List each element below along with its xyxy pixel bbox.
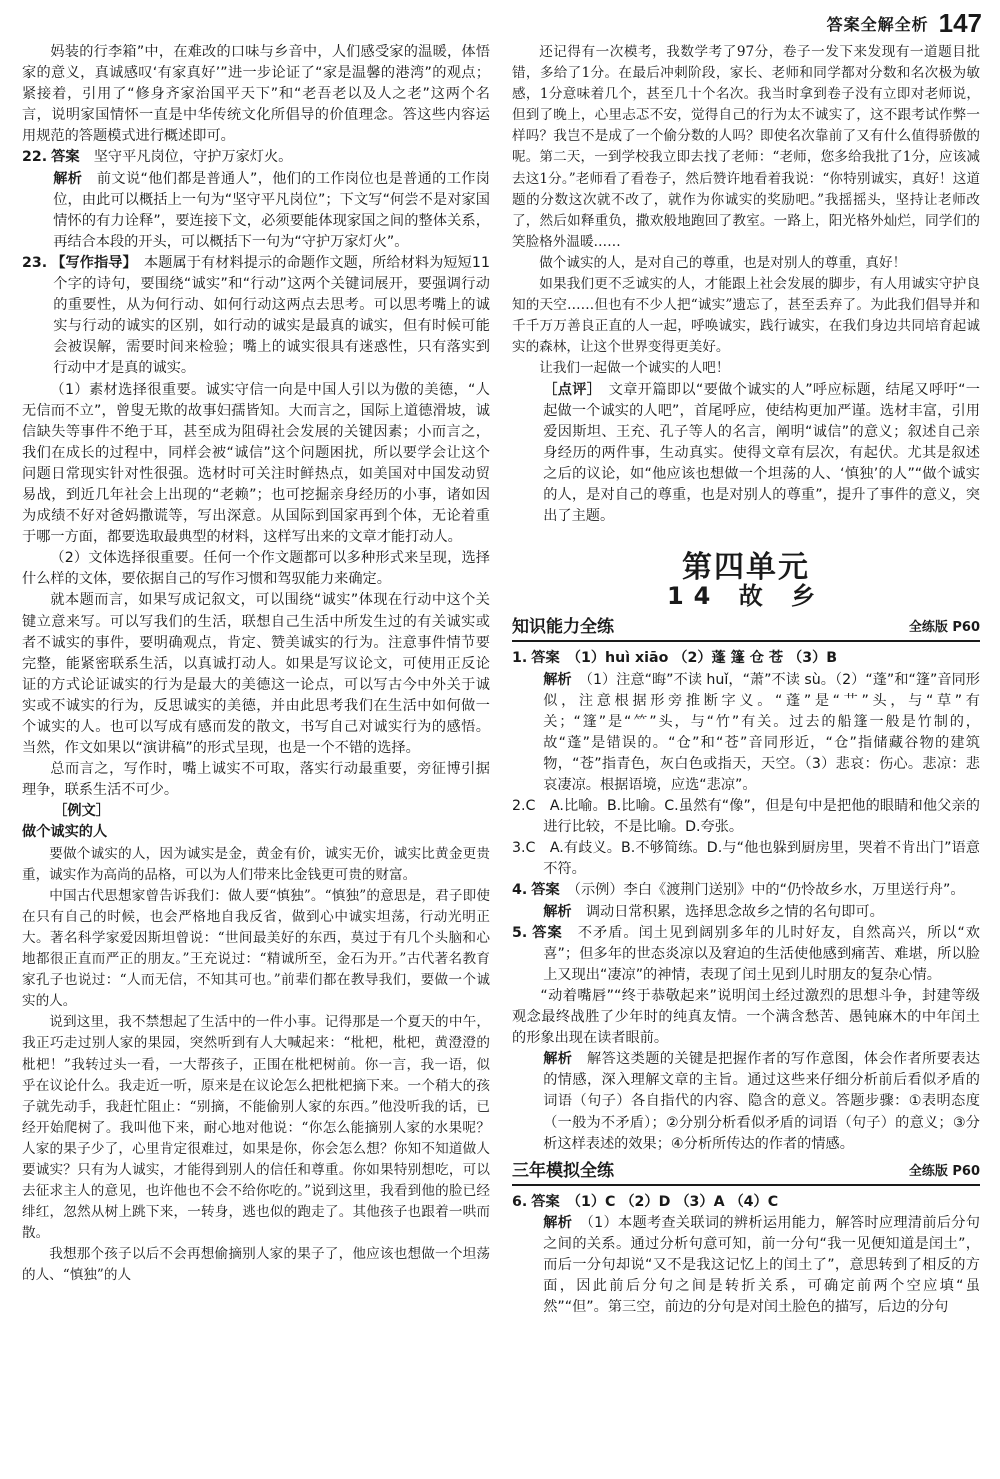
q22-analysis-label: 解析 [53,170,83,187]
a1-answer-text: （1）huì xiāo （2）蓬 篷 仓 苍 （3）B [573,650,838,667]
essay-para-4: 我想那个孩子以后不会再想偷摘别人家的果子了，他应该也想做一个坦荡的人、“慎独”的人 [22,1246,490,1284]
header-title: 答案全解全析 [826,15,929,34]
a5-analysis-label: 解析 [543,1051,573,1068]
q22-analysis-text: 前文说“他们都是普通人”，他们的工作岗位也是普通的工作岗位，由此可以概括上一句为“坚守平凡岗位”；下文写“何尝不是对家国情怀的有力诠释”，要连接下文，必须要能体现家国之间的整体关系，再结合本段的开头，可以概括下一句为“守护万家灯火”。 [53,170,490,250]
essay-para-1: 要做个诚实的人，因为诚实是金，黄金有价，诚实无价，诚实比黄金更贵重，诚实作为高尚的品格，可以为人们带来比金钱更可贵的财富。 [22,845,490,883]
essay-para-3: 说到这里，我不禁想起了生活中的一件小事。记得那是一个夏天的中午，我正巧走过别人家的果园，突然听到有人大喊起来：“枇杷，枇杷，黄澄澄的枇杷！”我转过头一看，一大帮孩子，正围在枇杷树前。你一言，我一语，似乎在议论什么。我走近一听，原来是在议论怎么把枇杷摘下来。一个稍大的孩子就先动手，我赶忙阻止：“别摘，不能偷别人家的东西。”他没听我的话，已经开始爬树了。我叫他下来，耐心地对他说：“你怎么能摘别人家的水果呢？人家的果子少了，心里肯定很难过，如果是你，你会怎么想？你知不知道做人要诚实？只有为人诚实，才能得到别人的信任和尊重。你如果特别想吃，可以去征求主人的意见，也许他也不会不给你吃的。”说到这里，我看到他的脸已经绯红，忽然从树上跳下来，一转身，逃也似的跑走了。其他孩子也跟着一哄而散。 [22,1014,490,1242]
a1-answer-label: 答案 [531,650,560,667]
lesson-title: 14 故 乡 [666,582,826,611]
section-bar-threeyear [512,1161,980,1186]
essay-para-6: 做个诚实的人，是对自己的尊重，也是对别人的尊重，真好！ [539,254,907,271]
section-name-knowledge: 知识能力全练 [512,617,614,638]
left-para-1: 妈装的行李箱”中，在难改的口味与乡音中，人们感受家的温暖，体悟家的意义，真诚感叹‘有家真好’”进一步论证了“家是温馨的港湾”的观点；紧接着，引用了“修身齐家治国平天下”和“老吾老以及人之老”这两个名言，说明家国情怀一直是中华传统文化所倡导的价值理念。答这些内容运用规范的答题模式进行概述即可。 [22,44,490,145]
a5-answer [512,923,980,986]
unit-title: 第四单元 [682,550,810,586]
section-bar-knowledge [512,617,980,642]
a5-analysis-text: 解答这类题的关键是把握作者的写作意图，体会作者所要表达的情感，深入理解文章的主旨。通过这些来仔细分析前后看似矛盾的词语（句子）各自指代的内容、隐含的意义。答题步骤：①表明态度（一般为不矛盾）；②分别分析看似矛盾的词语（句子）的意义；③分析这样表述的效果；④分析所传达的作者的情感。 [543,1051,980,1152]
page-header [827,8,982,39]
a1-answer [512,648,980,669]
q23-intro-text: 本题属于有材料提示的命题作文题，所给材料为短短11个字的诗句，要围绕“诚实”和“行动”这两个关键词展开，要强调行动的重要性，从为何行动、如何行动这两点去思考。可以思考嘴上的诚实与行动的诚实的区别，如行动的诚实是最真的诚实，但有时候可能会被误解，需要时间来检验；嘴上的诚实很具有迷惑性，只有落实到行动中才是真的诚实。 [53,254,490,377]
a4-answer [512,880,980,901]
a6-analysis-label: 解析 [543,1214,573,1231]
q23-label: 【写作指导】 [51,254,130,271]
a6-number: 6. [512,1193,528,1210]
a1-analysis-text: （1）注意“晦”不读 huǐ，“萧”不读 sù。（2）“蓬”和“篷”音同形似，注意根据形旁推断字义。“蓬”是“艹”头，与“草”有关；“篷”是“⺮”头，与“竹”有关。过去的船篷一般是竹制的，故“蓬”是错误的。“仓”和“苍”音同形近，“仓”指储藏谷物的建筑物，“苍”指青色，灰白色或指天，天空。（3）悲哀：伤心。悲凉：悲哀凄凉。根据语境，应选“悲凉”。 [543,671,980,793]
q23-para-3: 就本题而言，如果写成记叙文，可以围绕“诚实”体现在行动中这个关键立意来写。可以写我们的生活，联想自己生活中所发生过的有关诚实或者不诚实的事件，要明确观点，肯定、赞美诚实的行为。注意事件情节要完整，能紧密联系生活，以真诚打动人。如果是写议论文，可使用正反论证的方式论证诚实的行为是最大的美德这一论点，可以写古今中外关于诚实或不诚实的行为，反思诚实的美德，并由此思考我们在生活中如何做一个诚实的人。也可以写成有感而发的散文，书写自己对诚实行为的感悟。当然，作文如果以“演讲稿”的形式呈现，也是一个不错的选择。 [22,592,490,757]
a5-answer-label: 答案 [531,924,563,941]
a5-analysis [512,1049,980,1154]
q23-intro [22,253,490,380]
a6-analysis-text: （1）本题考查关联词的辨析运用能力，解答时应理清前后分句之间的关系。通过分析句意可知，前一分句“我一见便知道是闰土”，而后一分句却说“又不是我这记忆上的闰土了”，意思转到了相反的方面，因此前后分句之间是转折关系，可确定前两个空应填“虽然”“但”。第三空，前边的分句是对闰土脸色的描写，后边的分句 [543,1214,980,1316]
section-ref-knowledge: 全练版 P60 [908,620,980,636]
a1-analysis-label: 解析 [543,671,572,688]
q23-para-1: （1）素材选择很重要。诚实守信一向是中国人引以为傲的美德，“人无信而不立”，曾叟无欺的故事妇孺皆知。大而言之，国际上道德滑坡，诚信缺失等事件不绝于耳，甚至成为阻碍社会发展的关键因素；小而言之，我们在成长的过程中，同样会被“诚信”这个问题困扰，所以要学会让这个问题日常现实针对性很强。选材时可关注时鲜热点，如美国对中国发动贸易战，到近几年社会上出现的“老赖”；也可挖掘亲身经历的小事，诸如因为成绩不好对爸妈撒谎等，写出深意。从国际到国家再到个体，无论着重于哪一方面，都要选取最典型的材料，这样写出来的文章才能打动人。 [22,381,490,546]
page-number: 147 [938,8,982,38]
essay-title: 做个诚实的人 [22,824,108,841]
essay-para-2: 中国古代思想家曾告诉我们：做人要“慎独”。“慎独”的意思是，君子即使在只有自己的时候，也会严格地自我反省，做到心中诚实坦荡，行动光明正大。著名科学家爱因斯坦曾说：“世间最美好的东西，莫过于有几个头脑和心地都很正直而严正的朋友。”王充说过：“精诚所至，金石为开。”古代著名教育家孔子也说过：“人而无信，不知其可也。”前辈们都在教导我们，要做一个诚实的人。 [22,887,490,1010]
essay-para-8: 让我们一起做一个诚实的人吧！ [539,360,730,377]
a4-analysis [512,902,980,923]
q23-number: 23. [22,254,48,271]
a6-answer-text: （1）C （2）D （3）A （4）C [573,1193,779,1210]
right-column [512,42,980,1318]
left-column [22,42,490,1287]
a3-answer: 3.C A.有歧义。B.不够简练。D.与“他也躲到厨房里，哭着不肯出门”语意不符。 [512,840,980,878]
a5-number: 5. [512,924,528,941]
q22-analysis [22,169,490,253]
a4-number: 4. [512,882,528,899]
section-name-threeyear: 三年模拟全练 [512,1160,614,1181]
q23-para-4: 总而言之，写作时，嘴上诚实不可取，落实行动最重要，旁征博引据理争，联系生活不可少。 [22,761,490,799]
q23-para-2: （2）文体选择很重要。任何一个作文题都可以多种形式来呈现，选择什么样的文体，要依据自己的写作习惯和驾驭能力来确定。 [22,550,490,588]
essay-para-7: 如果我们更不乏诚实的人，才能跟上社会发展的脚步，有人用诚实守护良知的天空……但也有不少人把“诚实”遗忘了，甚至丢弃了。为此我们倡导并和千千万万善良正直的人一起，呼唤诚实，践行诚实，在我们身边共同培育起诚实的森林，让这个世界变得更美好。 [512,276,980,356]
comment [512,380,980,528]
essay-para-5: 还记得有一次模考，我数学考了97分，卷子一发下来发现有一道题目批错，多给了1分。在最后冲刺阶段，家长、老师和同学都对分数和名次极为敏感，1分意味着几个，甚至几十个名次。我当时拿到卷子没有立即对老师说，但到了晚上，心里忐忑不安，觉得自己的行为太不诚实了，这不跟考试作弊一样吗？我岂不是成了一个偷分数的人吗？即使名次靠前了又有什么值得骄傲的呢。第二天，一到学校我立即去找了老师：“老师，您多给我批了1分，应该减去这1分。”老师看了看卷子，然后赞许地看着我说：“你特别诚实，真好！这道题的分数这次就不改了，就作为你诚实的奖励吧。”我摇摇头，坚持让老师改了，然后如释重负，撒欢般地跑回了教室。一路上，阳光格外灿烂，同学们的笑脸格外温暖…… [512,44,980,250]
example-label: ［例文］ [53,803,110,820]
a6-answer-label: 答案 [531,1193,560,1210]
a2-answer: 2.C A.比喻。B.比喻。C.虽然有“像”，但是句中是把他的眼睛和他父亲的进行比较，不是比喻。D.夸张。 [512,798,980,836]
a4-answer-label: 答案 [531,882,560,899]
a6-answer [512,1192,980,1213]
q22-answer-text: 坚守平凡岗位，守护万家灯火。 [93,149,293,166]
comment-label: ［点评］ [543,381,595,398]
q22-number: 22. [22,149,48,166]
comment-text: 文章开篇即以“要做个诚实的人”呼应标题，结尾又呼吁“一起做一个诚实的人吧”，首尾呼应，使结构更加严谨。选材丰富，引用爱因斯坦、王充、孔子等人的名言，阐明“诚信”的意义；叙述自己亲身经历的两件事，生动真实。使得文章有层次，有起伏。尤其是叙述之后的议论，如“他应该也想做一个坦荡的人、‘慎独’的人”“做个诚实的人，是对自己的尊重，也是对别人的尊重”，提升了事件的意义，突出了主题。 [543,381,980,525]
a4-analysis-label: 解析 [543,903,572,920]
section-ref-threeyear: 全练版 P60 [908,1163,980,1179]
a1-number: 1. [512,650,528,667]
q22-answer [22,147,490,168]
a4-analysis-text: 调动日常积累，选择思念故乡之情的名句即可。 [585,903,884,920]
q22-answer-label: 答案 [51,149,80,166]
a6-analysis [512,1213,980,1318]
a5-answer-text: 不矛盾。闰土见到阔别多年的儿时好友，自然高兴，所以“欢喜”；但多年的世态炎凉以及窘迫的生活使他感到痛苦、难堪，所以脸上又现出“凄凉”的神情，表现了闰土见到儿时朋友的复杂心情。 [543,924,980,983]
a1-analysis [512,670,980,797]
a4-answer-text: （示例）李白《渡荆门送别》中的“仍怜故乡水，万里送行舟”。 [573,882,965,899]
a5-answer-2: “动着嘴唇”“终于恭敬起来”说明闰土经过激烈的思想斗争，封建等级观念最终战胜了少年时的纯真友情。一个满含愁苦、愚钝麻木的中年闰土的形象出现在读者眼前。 [512,987,980,1047]
